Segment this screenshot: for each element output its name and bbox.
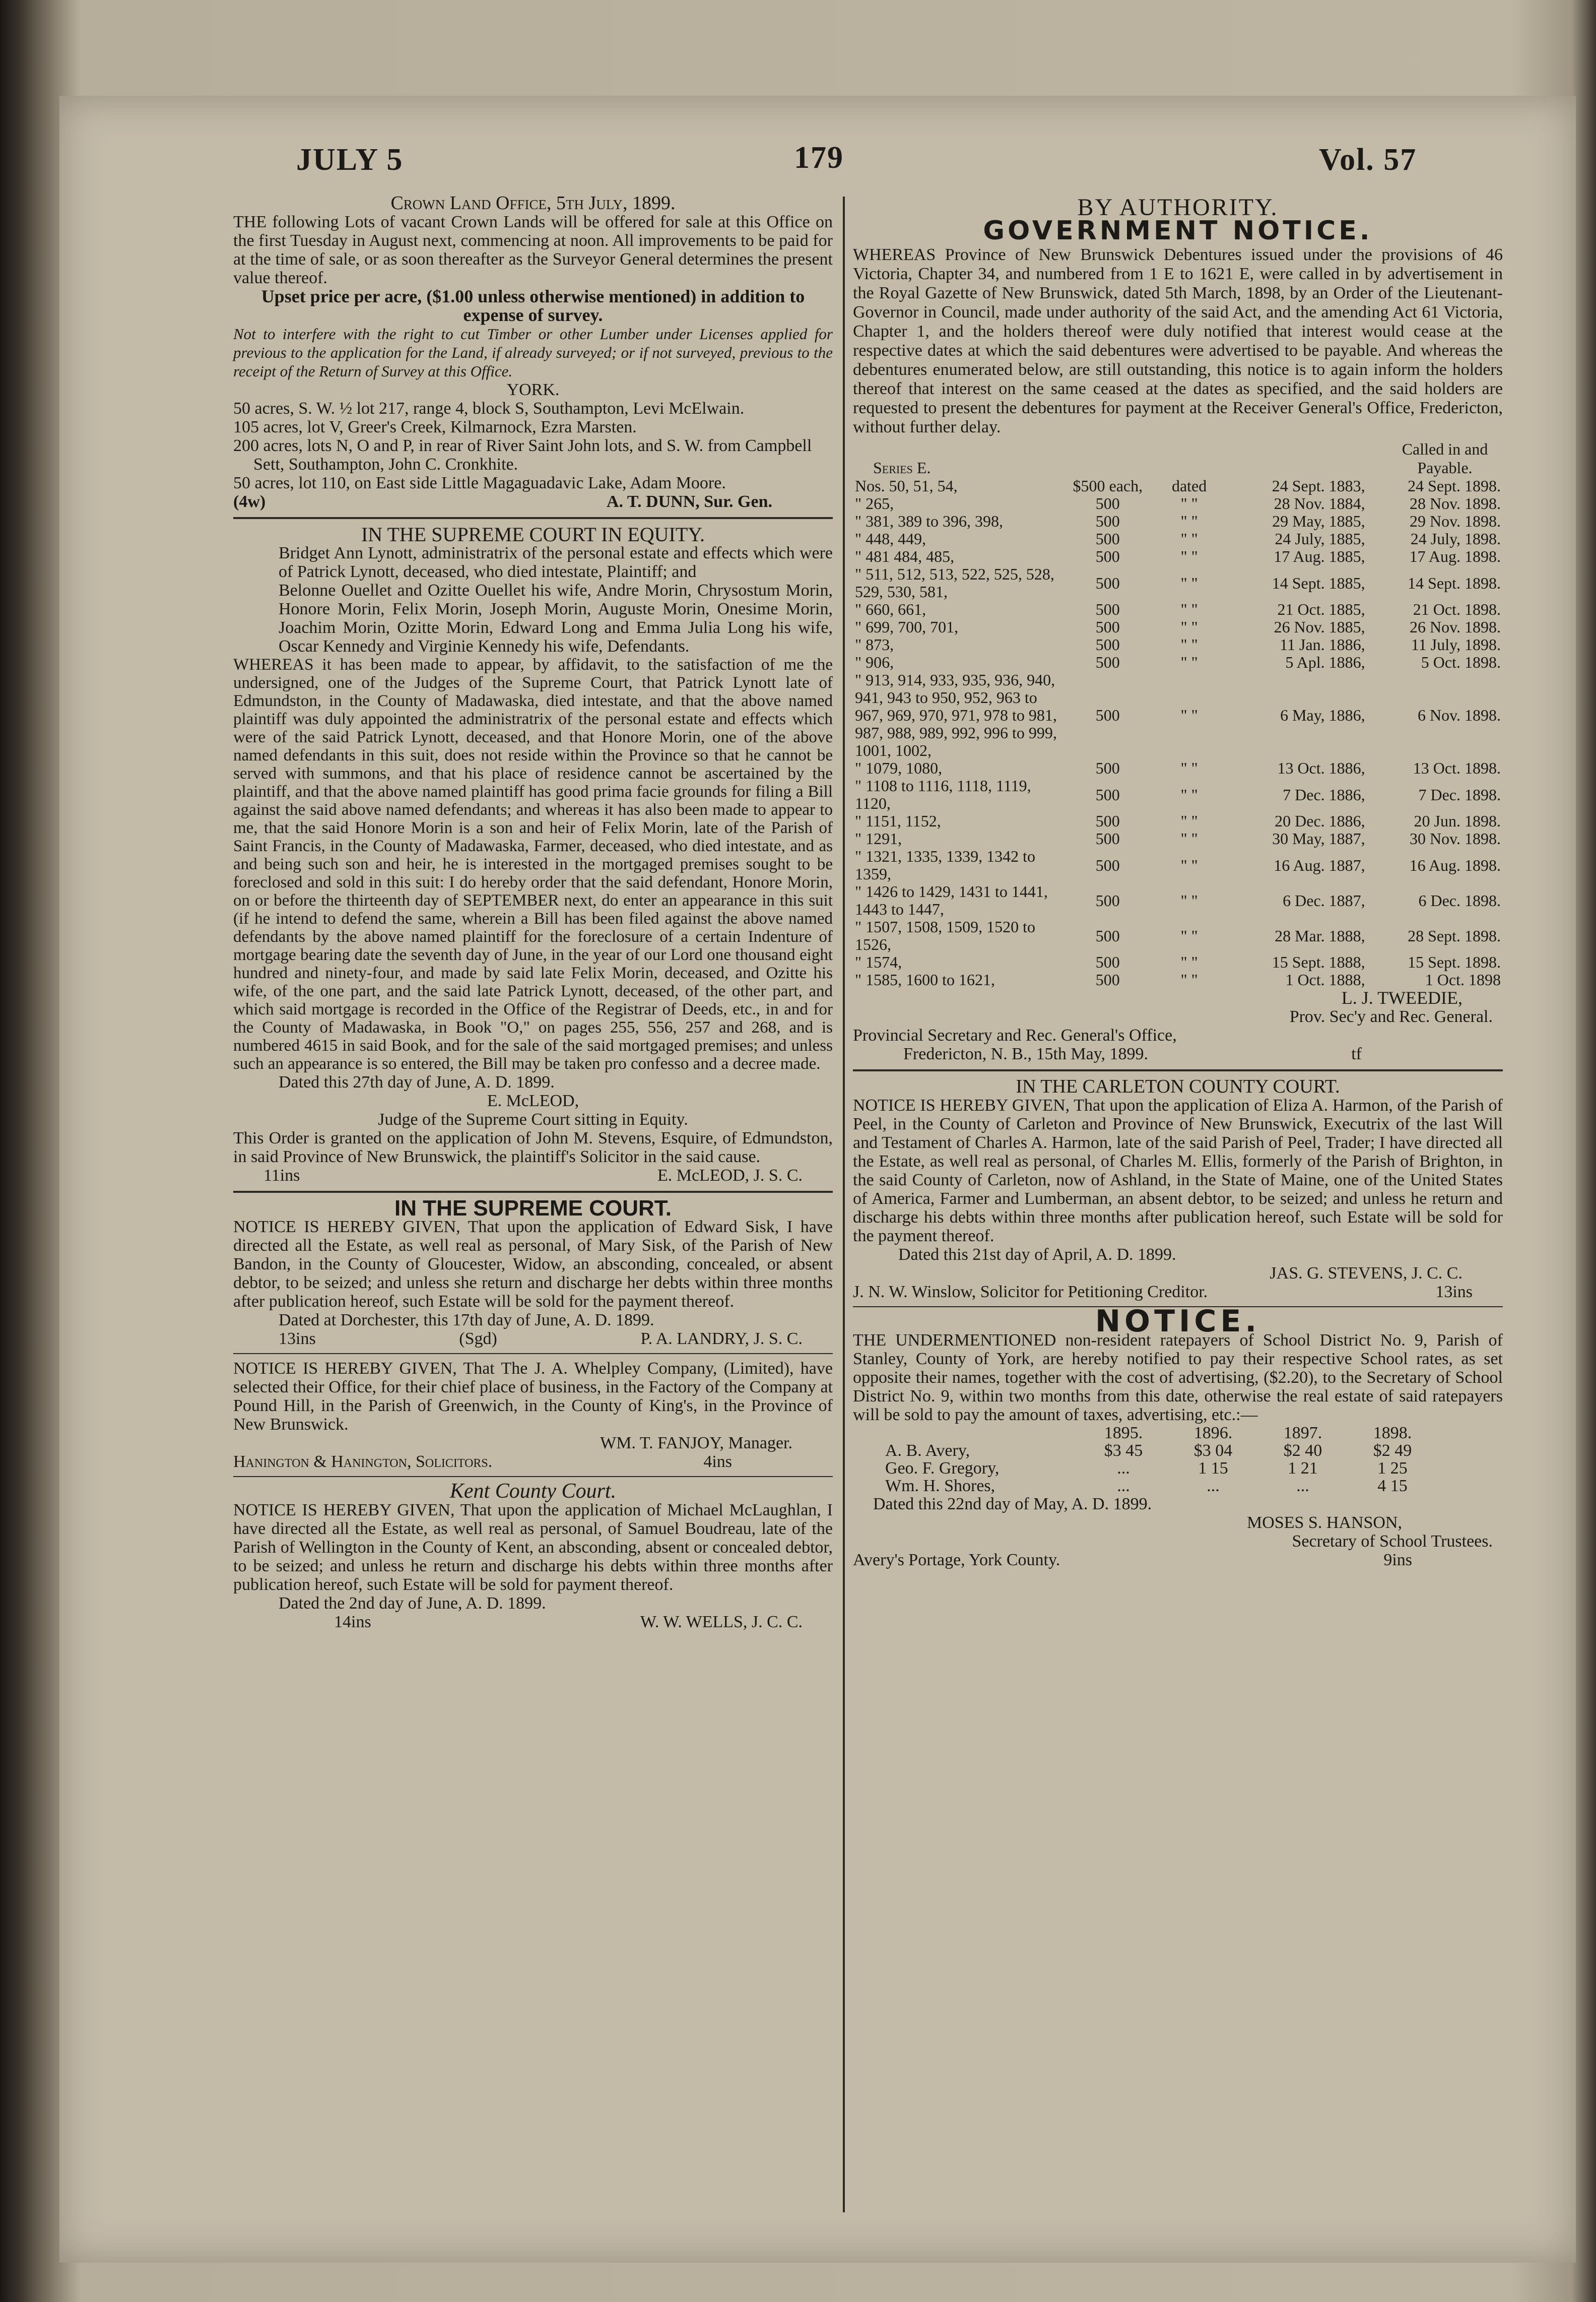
insertion-count: 9ins xyxy=(1383,1551,1412,1569)
dated-label: " " xyxy=(1180,891,1198,910)
rate-value: $2 49 xyxy=(1373,1441,1412,1460)
timber-note: Not to interfere with the right to cut Timber or other Lumber under Licenses applied for previous to the application for the Land, if already surveyed; or if not surveyed, previous to the receipt of the Return of Survey at this Office. xyxy=(233,325,833,380)
debenture-numbers: " 1321, 1335, 1339, 1342 to 1359, xyxy=(855,847,1035,883)
debenture-amount: 500 xyxy=(1095,530,1120,548)
debenture-amount: 500 xyxy=(1095,494,1120,513)
debenture-row xyxy=(853,477,1503,495)
payable-date: 11 July, 1898. xyxy=(1411,635,1501,654)
rate-value: $3 45 xyxy=(1104,1441,1143,1460)
year-header: 1898. xyxy=(1373,1424,1412,1442)
series-heading: Series E. xyxy=(873,459,931,477)
supreme-dated: Dated at Dorchester, this 17th day of June, A. D. 1899. xyxy=(279,1311,654,1329)
solicitors: Hanington & Hanington, Solicitors. xyxy=(233,1452,493,1471)
equity-notice xyxy=(233,525,833,1185)
section-divider xyxy=(233,1353,833,1354)
dated-label: " " xyxy=(1180,494,1198,513)
authority-body: WHEREAS Province of New Brunswick Debentures issued under the provisions of 46 Victoria, Chapter 34, and numbered from 1 E to 1621 E, were called in by advertisement in the Royal Gazette of New Brunswick, dated 5th March, 1898, by an Order of the Lieutenant-Governor in Council, made under authority of the said Act, and the amending Act 61 Victoria, Chapter 1, and the holders thereof were duly notified that interest would cease at the respective dates at which the said debentures were advertised to be payable. And whereas the debentures enumerated below, are still outstanding, this notice is to again inform the holders thereof that interest on the same ceased at the dates as specified, and the said holders are requested to present the debentures for payment at the Receiver General's Office, Fredericton, without further delay. xyxy=(853,245,1503,436)
dated-label: " " xyxy=(1180,926,1198,945)
supreme-court-notice xyxy=(233,1196,833,1348)
kent-title: Kent County Court. xyxy=(449,1480,617,1503)
debenture-amount: 500 xyxy=(1095,512,1120,530)
payable-date: 28 Sept. 1898. xyxy=(1408,926,1501,945)
debenture-amount: 500 xyxy=(1095,653,1120,671)
debenture-row xyxy=(853,759,1503,777)
signature: W. W. WELLS, J. C. C. xyxy=(640,1613,803,1631)
payable-date: 17 Aug. 1898. xyxy=(1409,547,1501,565)
ratepayer-row xyxy=(883,1477,1437,1495)
debenture-amount: 500 xyxy=(1095,971,1120,989)
debenture-amount: 500 xyxy=(1095,926,1120,945)
issue-date: 7 Dec. 1886, xyxy=(1283,785,1365,804)
rate-value: 1 21 xyxy=(1288,1459,1318,1478)
issue-date: 14 Sept. 1885, xyxy=(1272,573,1365,592)
debenture-numbers: " 906, xyxy=(855,653,894,671)
authority-title: BY AUTHORITY. xyxy=(1077,194,1279,221)
signature: A. T. DUNN, Sur. Gen. xyxy=(606,492,772,511)
issue-date: 1 Oct. 1888, xyxy=(1285,971,1365,989)
debenture-numbers: " 1108 to 1116, 1118, 1119, 1120, xyxy=(855,777,1031,812)
solicitor: J. N. W. Winslow, Solicitor for Petitioning Creditor. xyxy=(853,1283,1208,1301)
ratepayer-name: Geo. F. Gregory, xyxy=(885,1459,1000,1478)
manager: WM. T. FANJOY, Manager. xyxy=(600,1434,792,1452)
place: Avery's Portage, York County. xyxy=(853,1551,1060,1569)
column-divider xyxy=(843,197,845,2212)
sgd: (Sgd) xyxy=(459,1329,497,1348)
issue-date: 15 Sept. 1888, xyxy=(1272,953,1365,971)
dated-label: " " xyxy=(1180,600,1198,618)
dated-label: " " xyxy=(1180,829,1198,848)
debenture-row xyxy=(853,513,1503,530)
debenture-row xyxy=(853,636,1503,654)
debenture-amount: 500 xyxy=(1095,812,1120,830)
judge-name: E. McLEOD, xyxy=(487,1092,579,1110)
payable-date: 24 Sept. 1898. xyxy=(1408,477,1501,495)
dated-label: " " xyxy=(1180,573,1198,592)
issue-date: 26 Nov. 1885, xyxy=(1274,618,1365,636)
rate-value: ... xyxy=(1117,1477,1130,1495)
issue-date: 20 Dec. 1886, xyxy=(1275,812,1365,830)
school-dated: Dated this 22nd day of May, A. D. 1899. xyxy=(873,1495,1152,1513)
supreme-body: NOTICE IS HEREBY GIVEN, That upon the application of Edward Sisk, I have directed all the Estate, as well real as personal, of Mary Sisk, of the Parish of New Bandon, in the County of Gloucester, Widow, an absconding, concealed, or absent debtor, to be seized; and unless she return and discharge her debts within three months after publication hereof, such Estate will be sold for the payment thereof. xyxy=(233,1218,833,1311)
insertion-count: 14ins xyxy=(334,1613,371,1631)
issue-date: 16 Aug. 1887, xyxy=(1274,856,1365,874)
tf-mark: tf xyxy=(1351,1045,1362,1063)
ratepayer-row xyxy=(883,1459,1437,1477)
year-header: 1897. xyxy=(1283,1424,1322,1442)
debenture-numbers: " 1574, xyxy=(855,953,902,971)
section-divider xyxy=(233,1191,833,1193)
insertion-count: 13ins xyxy=(1435,1283,1473,1301)
dated-label: " " xyxy=(1180,759,1198,777)
carleton-title: IN THE CARLETON COUNTY COURT. xyxy=(1016,1076,1340,1097)
issue-date: 24 Sept. 1883, xyxy=(1272,477,1365,495)
kent-notice xyxy=(233,1482,833,1631)
debenture-row xyxy=(853,918,1503,953)
debenture-row xyxy=(853,495,1503,513)
dated-label: " " xyxy=(1180,635,1198,654)
lot-item: 200 acres, lots N, O and P, in rear of River Saint John lots, and S. W. from Campbell Sett, Southampton, John C. Cronkhite. xyxy=(233,436,812,474)
equity-defendants: Belonne Ouellet and Ozitte Ouellet his wife, Andre Morin, Chrysostum Morin, Honore Morin, Felix Morin, Joseph Morin, Auguste Morin, Onesime Morin, Joachim Morin, Ozitte Morin, Edward Long and Emma Julia Long his wife, Oscar Kennedy and Virginie Kennedy his wife, Defendants. xyxy=(279,581,833,656)
debenture-amount: 500 xyxy=(1095,635,1120,654)
dated-label: " " xyxy=(1180,530,1198,548)
equity-title: IN THE SUPREME COURT IN EQUITY. xyxy=(361,523,705,546)
rate-value: ... xyxy=(1117,1459,1130,1478)
debenture-numbers: " 1151, 1152, xyxy=(855,812,941,830)
debenture-amount: 500 xyxy=(1095,953,1120,971)
issue-date: 17 Aug. 1885, xyxy=(1274,547,1365,565)
issue-date: 28 Mar. 1888, xyxy=(1275,926,1365,945)
debenture-row xyxy=(853,601,1503,618)
payable-date: 24 July, 1898. xyxy=(1410,530,1501,548)
notice-title: NOTICE. xyxy=(1095,1304,1261,1339)
section-divider xyxy=(233,1476,833,1477)
debenture-numbers: " 913, 914, 933, 935, 936, 940, 941, 943 to 950, 952, 963 to 967, 969, 970, 971, 978 to 981, 987, 988, 989, 992, 996 to 999, 1001, 1002, xyxy=(855,671,1057,759)
crown-land-notice xyxy=(233,194,833,511)
debenture-numbers: " 873, xyxy=(855,635,894,654)
hanson-name: MOSES S. HANSON, xyxy=(1247,1513,1402,1532)
insertion-count: 4ins xyxy=(703,1452,732,1471)
debenture-amount: $500 each, xyxy=(1073,477,1143,495)
debenture-amount: 500 xyxy=(1095,891,1120,910)
upset-price: Upset price per acre, ($1.00 unless otherwise mentioned) in addition to expense of survey. xyxy=(261,286,805,325)
debenture-numbers: " 1507, 1508, 1509, 1520 to 1526, xyxy=(855,918,1035,953)
signature: JAS. G. STEVENS, J. C. C. xyxy=(1270,1264,1462,1283)
debenture-row xyxy=(853,848,1503,883)
right-column xyxy=(853,194,1503,1569)
carleton-body: NOTICE IS HEREBY GIVEN, That upon the application of Eliza A. Harmon, of the Parish of Peel, in the County of Carleton and Province of New Brunswick, Executrix of the last Will and Testament of Charles A. Harmon, late of the said Parish of Peel, Trader; I have directed all the Estate, as well real as personal, of Charles M. Ellis, formerly of the Parish of Brighton, in the said County of Carleton, now of Ashland, in the State of Maine, one of the United States of America, Farmer and Lumberman, an absent debtor, to be seized; and unless he return and discharge his debts within three months after publication hereof, such Estate will be sold for the payment thereof. xyxy=(853,1096,1503,1245)
debenture-row xyxy=(853,654,1503,671)
debenture-row xyxy=(853,953,1503,971)
dated-label: " " xyxy=(1180,971,1198,989)
ratepayer-row xyxy=(883,1442,1437,1459)
debenture-amount: 500 xyxy=(1095,547,1120,565)
equity-dated: Dated this 27th day of June, A. D. 1899. xyxy=(279,1073,555,1092)
dated-label: " " xyxy=(1180,547,1198,565)
year-header: 1896. xyxy=(1193,1424,1233,1442)
crown-land-title: Crown Land Office, 5th July, 1899. xyxy=(390,193,676,214)
issue-date: 11 Jan. 1886, xyxy=(1280,635,1365,654)
lot-item: 50 acres, S. W. ½ lot 217, range 4, block S, Southampton, Levi McElwain. xyxy=(233,399,745,418)
debenture-amount: 500 xyxy=(1095,856,1120,874)
rate-value: 1 15 xyxy=(1198,1459,1228,1478)
crown-land-body: THE following Lots of vacant Crown Lands will be offered for sale at this Office on the first Tuesday in August next, commencing at noon. All improvements to be paid for at the time of sale, or as soon thereafter as the Surveyor General determines the present value thereof. xyxy=(233,213,833,287)
debenture-row xyxy=(853,971,1503,989)
debenture-numbers: " 1585, 1600 to 1621, xyxy=(855,971,995,989)
lot-item: 105 acres, lot V, Greer's Creek, Kilmarnock, Ezra Marsten. xyxy=(233,418,637,436)
issue-date: 29 May, 1885, xyxy=(1272,512,1365,530)
debenture-numbers: " 1291, xyxy=(855,829,902,848)
issue-date: 6 May, 1886, xyxy=(1280,706,1365,724)
debenture-amount: 500 xyxy=(1095,706,1120,724)
supreme-title: IN THE SUPREME COURT. xyxy=(394,1196,672,1221)
debenture-row xyxy=(853,883,1503,918)
issue-date: 13 Oct. 1886, xyxy=(1277,759,1365,777)
volume: Vol. 57 xyxy=(1319,143,1417,177)
issue-date: 21 Oct. 1885, xyxy=(1277,600,1365,618)
debenture-numbers: Nos. 50, 51, 54, xyxy=(855,477,958,495)
payable-date: 6 Nov. 1898. xyxy=(1417,706,1501,724)
order-note: This Order is granted on the application of John M. Stevens, Esquire, of Edmundston, in said Province of New Brunswick, the plaintiff's Solicitor in the said cause. xyxy=(233,1129,833,1166)
gazette-page xyxy=(59,96,1576,2263)
dated-label: " " xyxy=(1180,856,1198,874)
carleton-dated: Dated this 21st day of April, A. D. 1899. xyxy=(898,1245,1176,1264)
debenture-row xyxy=(853,565,1503,601)
debenture-numbers: " 699, 700, 701, xyxy=(855,618,959,636)
county-heading: YORK. xyxy=(506,380,560,399)
debenture-amount: 500 xyxy=(1095,573,1120,592)
payable-date: 1 Oct. 1898 xyxy=(1425,971,1501,989)
debenture-numbers: " 511, 512, 513, 522, 525, 528, 529, 530, 581, xyxy=(855,565,1054,601)
debenture-row xyxy=(853,671,1503,759)
debenture-numbers: " 381, 389 to 396, 398, xyxy=(855,512,1003,530)
kent-dated: Dated the 2nd day of June, A. D. 1899. xyxy=(279,1594,546,1613)
rate-value: $3 04 xyxy=(1193,1441,1233,1460)
dated-label: " " xyxy=(1180,512,1198,530)
dated-label: dated xyxy=(1171,477,1207,495)
left-column xyxy=(233,194,833,1631)
insertion-count: (4w) xyxy=(233,492,266,511)
issue-date: 5 Apl. 1886, xyxy=(1285,653,1365,671)
ratepayer-name: A. B. Avery, xyxy=(885,1441,970,1460)
payable-date: 7 Dec. 1898. xyxy=(1418,785,1501,804)
payable-date: 28 Nov. 1898. xyxy=(1409,494,1501,513)
rate-value: $2 40 xyxy=(1283,1441,1322,1460)
judge-title: Judge of the Supreme Court sitting in Equity. xyxy=(378,1110,688,1129)
equity-plaintiff: Bridget Ann Lynott, administratrix of the personal estate and effects which were of Patrick Lynott, deceased, who died intestate, Plaintiff; and xyxy=(279,544,833,581)
dated-label: " " xyxy=(1180,653,1198,671)
tweedie-title: Prov. Sec'y and Rec. General. xyxy=(1289,1007,1493,1026)
lot-item: 50 acres, lot 110, on East side Little Magaguadavic Lake, Adam Moore. xyxy=(233,474,726,492)
rate-value: 4 15 xyxy=(1377,1477,1408,1495)
debenture-amount: 500 xyxy=(1095,785,1120,804)
page-number: 179 xyxy=(794,141,844,175)
payable-date: 21 Oct. 1898. xyxy=(1413,600,1501,618)
dated-label: " " xyxy=(1180,706,1198,724)
debenture-numbers: " 1079, 1080, xyxy=(855,759,943,777)
debenture-numbers: " 660, 661, xyxy=(855,600,926,618)
payable-date: 16 Aug. 1898. xyxy=(1409,856,1501,874)
debenture-numbers: " 1426 to 1429, 1431 to 1441, 1443 to 1447, xyxy=(855,882,1048,918)
payable-date: 14 Sept. 1898. xyxy=(1408,573,1501,592)
debenture-numbers: " 481 484, 485, xyxy=(855,547,955,565)
whelpley-notice xyxy=(233,1359,833,1471)
debenture-amount: 500 xyxy=(1095,618,1120,636)
rate-value: 1 25 xyxy=(1377,1459,1408,1478)
signature: E. McLEOD, J. S. C. xyxy=(657,1166,803,1185)
payable-date: 15 Sept. 1898. xyxy=(1408,953,1501,971)
year-header: 1895. xyxy=(1104,1424,1143,1442)
payable-date: 26 Nov. 1898. xyxy=(1409,618,1501,636)
payable-date: 30 Nov. 1898. xyxy=(1409,829,1501,848)
payable-date: 29 Nov. 1898. xyxy=(1409,512,1501,530)
hanson-title: Secretary of School Trustees. xyxy=(1292,1532,1493,1551)
payable-date: 13 Oct. 1898. xyxy=(1413,759,1501,777)
debenture-row xyxy=(853,830,1503,848)
issue-date: 24 July, 1885, xyxy=(1275,530,1365,548)
section-divider xyxy=(233,517,833,519)
dated-label: " " xyxy=(1180,953,1198,971)
issue-date: 30 May, 1887, xyxy=(1272,829,1365,848)
debenture-row xyxy=(853,777,1503,812)
debenture-amount: 500 xyxy=(1095,759,1120,777)
office: Provincial Secretary and Rec. General's Office, xyxy=(853,1026,1177,1045)
authority-notice xyxy=(853,194,1503,1063)
section-divider xyxy=(853,1069,1503,1071)
debenture-row xyxy=(853,812,1503,830)
debenture-amount: 500 xyxy=(1095,600,1120,618)
tweedie-name: L. J. TWEEDIE, xyxy=(1341,988,1462,1008)
ratepayer-table xyxy=(883,1424,1437,1495)
payable-date: 6 Dec. 1898. xyxy=(1418,891,1501,910)
kent-body: NOTICE IS HEREBY GIVEN, That upon the application of Michael McLaughlan, I have directed all the Estate, as well real as personal, of Samuel Boudreau, late of the Parish of Wellington in the County of Kent, an absconding, absent or concealed debtor, to be seized; and unless he return and discharge his debts within three months after publication hereof, such Estate will be sold for payment thereof. xyxy=(233,1501,833,1594)
payable-date: 20 Jun. 1898. xyxy=(1414,812,1501,830)
dated-label: " " xyxy=(1180,618,1198,636)
debenture-table xyxy=(853,477,1503,989)
debenture-row xyxy=(853,618,1503,636)
dated-label: " " xyxy=(1180,812,1198,830)
insertion-count: 13ins xyxy=(279,1329,316,1348)
signature: P. A. LANDRY, J. S. C. xyxy=(640,1329,803,1348)
debenture-numbers: " 265, xyxy=(855,494,894,513)
blank-cell xyxy=(883,1424,1079,1442)
dated-label: " " xyxy=(1180,785,1198,804)
debenture-numbers: " 448, 449, xyxy=(855,530,926,548)
debenture-amount: 500 xyxy=(1095,829,1120,848)
debenture-row xyxy=(853,530,1503,548)
called-heading: Called in and Payable. xyxy=(1402,440,1488,477)
payable-date: 5 Oct. 1898. xyxy=(1421,653,1501,671)
carleton-notice xyxy=(853,1077,1503,1301)
school-body: THE UNDERMENTIONED non-resident ratepayers of School District No. 9, Parish of Stanley, County of York, are hereby notified to pay their respective School rates, as set opposite their names, together with the cost of advertising, ($2.20), to the Secretary of School District No. 9, within two months from this date, otherwise the real estate of said ratepayers will be sold to pay the amount of taxes, advertising, etc.:— xyxy=(853,1331,1503,1424)
equity-body: WHEREAS it has been made to appear, by affidavit, to the satisfaction of me the undersigned, one of the Judges of the Supreme Court, that Patrick Lynott late of Edmundston, in the County of Madawaska, died intestate, and that the above named plaintiff was duly appointed the administratrix of the personal estate and effects which were of the said Patrick Lynott, deceased, and that Honore Morin, one of the above named defendants in this suit, does not reside within the Province so that he cannot be served with summons, and that his place of residence cannot be ascertained by the plaintiff, and that the above named plaintiff has good prima facie grounds for filing a Bill against the said above named defendants; and whereas it has also been made to appear to me, that the said Honore Morin is a son and heir of Felix Morin, late of the Parish of Saint Francis, in the County of Madawaska, Farmer, deceased, who died intestate, and as and being such son and heir, he is interested in the mortgaged premises sought to be foreclosed and sold in this suit: I do hereby order that the said defendant, Honore Morin, on or before the thirteenth day of SEPTEMBER next, do enter an appearance in this suit (if he intend to defend the same, wherein a Bill has been filed against the above named defendants by the above named plaintiff for the foreclosure of a certain Indenture of mortgage bearing date the seventh day of June, in the year of our Lord one thousand eight hundred and ninety-four, and made by said late Felix Morin, deceased, and Ozitte his wife, of the one part, and the said late Patrick Lynott, deceased, of the other part, and which said mortgage is recorded in the Office of the Registrar of Deeds, etc., in and for the County of Madawaska, in Book "O," on pages 255, 556, 257 and 268, and is numbered 4615 in said Book, and for the sale of the said mortgaged premises; and unless such an appearance is so entered, the Bill may be taken pro confesso and a decree made. xyxy=(233,656,833,1073)
issue-date: JULY 5 xyxy=(296,143,404,177)
rate-value: ... xyxy=(1207,1477,1220,1495)
issue-date: 6 Dec. 1887, xyxy=(1283,891,1365,910)
whelpley-body: NOTICE IS HEREBY GIVEN, That The J. A. Whelpley Company, (Limited), have selected their Office, for their chief place of business, in the Factory of the Company at Pound Hill, in the Parish of Greenwich, in the County of King's, in the Province of New Brunswick. xyxy=(233,1359,833,1434)
years-row xyxy=(883,1424,1437,1442)
debenture-row xyxy=(853,548,1503,565)
rate-value: ... xyxy=(1296,1477,1309,1495)
issue-date: 28 Nov. 1884, xyxy=(1274,494,1365,513)
school-notice xyxy=(853,1304,1503,1569)
government-notice-title: GOVERNMENT NOTICE. xyxy=(983,216,1373,246)
place-date: Fredericton, N. B., 15th May, 1899. xyxy=(903,1045,1149,1063)
insertion-count: 11ins xyxy=(263,1166,300,1185)
ratepayer-name: Wm. H. Shores, xyxy=(885,1477,995,1495)
